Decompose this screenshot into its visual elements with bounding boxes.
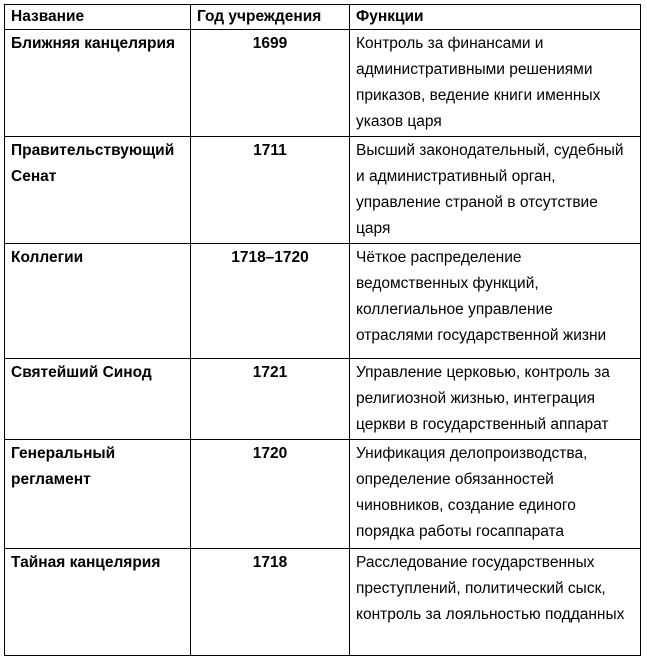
header-row bbox=[5, 5, 641, 30]
table-row bbox=[5, 549, 641, 656]
table-row bbox=[5, 440, 641, 549]
functions-cell: Контроль за финансами и административными решениями приказов, ведение книги именных указов царя bbox=[350, 30, 641, 137]
year-cell: 1718–1720 bbox=[191, 244, 350, 359]
functions-cell: Управление церковью, контроль за религиозной жизнью, интеграция церкви в государственный аппарат bbox=[350, 359, 641, 440]
name-cell: Коллегии bbox=[5, 244, 191, 359]
functions-cell: Чёткое распределение ведомственных функций, коллегиальное управление отраслями государственной жизни bbox=[350, 244, 641, 359]
name-cell: Тайная канцелярия bbox=[5, 549, 191, 656]
table-header bbox=[5, 5, 641, 30]
functions-cell: Высший законодательный, судебный и административный орган, управление страной в отсутствие царя bbox=[350, 137, 641, 244]
year-cell: 1711 bbox=[191, 137, 350, 244]
institutions-table bbox=[4, 4, 641, 656]
year-cell: 1699 bbox=[191, 30, 350, 137]
header-functions: Функции bbox=[350, 5, 641, 30]
table-row bbox=[5, 30, 641, 137]
name-cell: Святейший Синод bbox=[5, 359, 191, 440]
table-row bbox=[5, 359, 641, 440]
table-row bbox=[5, 244, 641, 359]
functions-cell: Расследование государственных преступлений, политический сыск, контроль за лояльностью подданных bbox=[350, 549, 641, 656]
year-cell: 1720 bbox=[191, 440, 350, 549]
table-row bbox=[5, 137, 641, 244]
name-cell: Генеральный регламент bbox=[5, 440, 191, 549]
year-cell: 1721 bbox=[191, 359, 350, 440]
name-cell: Правительствующий Сенат bbox=[5, 137, 191, 244]
header-year: Год учреждения bbox=[191, 5, 350, 30]
header-name: Название bbox=[5, 5, 191, 30]
name-cell: Ближняя канцелярия bbox=[5, 30, 191, 137]
functions-cell: Унификация делопроизводства, определение обязанностей чиновников, создание единого порядка работы госаппарата bbox=[350, 440, 641, 549]
year-cell: 1718 bbox=[191, 549, 350, 656]
table-body bbox=[5, 30, 641, 656]
